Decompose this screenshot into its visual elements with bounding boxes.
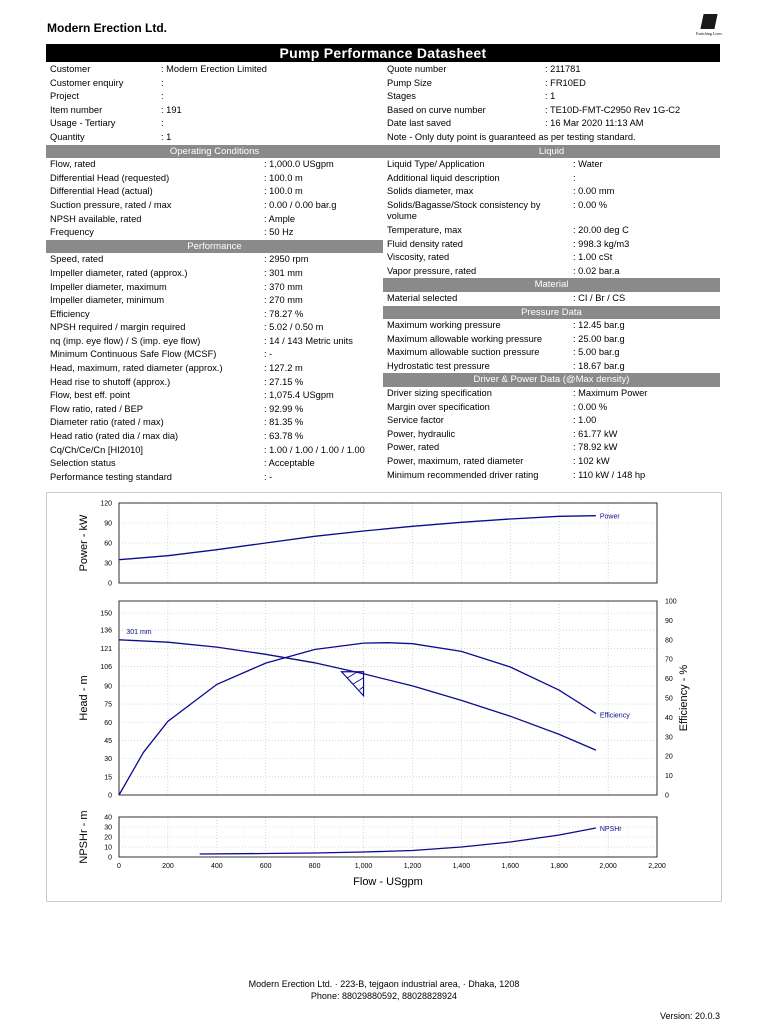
performance-label: Flow, best eff. point xyxy=(50,390,130,401)
right-column xyxy=(383,63,720,482)
pressure-value: : 12.45 bar.g xyxy=(573,320,625,331)
y-tick-label: 30 xyxy=(104,756,112,764)
curves-svg xyxy=(47,493,721,901)
liquid-value: : Water xyxy=(573,159,603,170)
pressure-data-section-header: Pressure Data xyxy=(383,306,720,320)
pressure-row xyxy=(383,346,720,360)
quote-label: Stages xyxy=(387,91,416,102)
quote-value: : 211781 xyxy=(545,64,581,74)
performance-value: : 14 / 143 Metric units xyxy=(264,335,353,346)
quote-value: : TE10D-FMT-C2950 Rev 1G-C2 xyxy=(545,104,681,115)
performance-curves xyxy=(46,492,722,902)
left-column xyxy=(46,63,383,484)
liquid-row xyxy=(383,224,720,238)
x-tick-label: 1,800 xyxy=(550,863,568,870)
x-tick-label: 1,000 xyxy=(354,863,373,870)
pressure-row xyxy=(383,360,720,374)
version-label: Version: 20.0.3 xyxy=(659,1011,720,1021)
operating-value: : 1,000.0 USgpm xyxy=(264,159,334,170)
liquid-label: Temperature, max xyxy=(387,224,462,235)
performance-value: : 1.00 / 1.00 / 1.00 / 1.00 xyxy=(264,444,365,455)
footer-address: Modern Erection Ltd. · 223-B, tejgaon industrial area, · Dhaka, 1208 xyxy=(248,979,520,989)
performance-row xyxy=(46,281,383,295)
info-label: Quantity xyxy=(50,131,85,142)
performance-value: : 27.15 % xyxy=(264,376,304,387)
y-tick-label: 60 xyxy=(104,719,112,727)
info-label: Item number xyxy=(50,104,103,115)
y-tick-label: 0 xyxy=(108,580,112,588)
info-row xyxy=(46,104,383,118)
performance-row xyxy=(46,362,383,376)
pressure-label: Maximum allowable suction pressure xyxy=(387,347,540,358)
performance-row xyxy=(46,253,383,267)
y-tick-label: 150 xyxy=(100,610,112,618)
pressure-value: : 25.00 bar.g xyxy=(573,333,625,344)
series-line xyxy=(119,643,596,795)
y2-tick-label: 60 xyxy=(665,676,673,684)
y-tick-label: 15 xyxy=(104,774,112,782)
y-tick-label: 121 xyxy=(100,645,112,653)
operating-value: : 100.0 m xyxy=(264,186,303,197)
liquid-row xyxy=(383,158,720,172)
operating-value: : 100.0 m xyxy=(264,172,303,183)
performance-row xyxy=(46,267,383,281)
performance-row xyxy=(46,430,383,444)
info-label: Customer xyxy=(50,64,91,74)
company-name: Modern Erection Ltd. xyxy=(47,21,167,35)
info-row xyxy=(46,117,383,131)
performance-row xyxy=(46,457,383,471)
performance-value: : 127.2 m xyxy=(264,363,303,374)
driver-row xyxy=(383,441,720,455)
operating-label: Frequency xyxy=(50,227,94,238)
x-tick-label: 1,600 xyxy=(501,863,520,870)
impeller-label: 301 mm xyxy=(126,628,152,636)
driver-row xyxy=(383,469,720,483)
material-section-header: Material xyxy=(383,278,720,292)
x-tick-label: 1,400 xyxy=(452,863,471,870)
liquid-value: : 20.00 deg C xyxy=(573,224,629,235)
quote-row xyxy=(383,77,720,91)
driver-value: : 110 kW / 148 hp xyxy=(573,469,646,480)
x-tick-label: 2,200 xyxy=(648,863,666,870)
y-tick-label: 10 xyxy=(104,844,112,852)
driver-label: Service factor xyxy=(387,415,444,426)
pressure-label: Maximum allowable working pressure xyxy=(387,333,543,344)
liquid-label: Vapor pressure, rated xyxy=(387,265,477,276)
y-tick-label: 45 xyxy=(104,737,112,745)
info-value: : xyxy=(161,118,164,129)
driver-value: : Maximum Power xyxy=(573,388,648,399)
info-row xyxy=(46,63,383,77)
guarantee-note xyxy=(383,131,720,145)
info-row xyxy=(46,131,383,145)
liquid-label: Solids/Bagasse/Stock consistency by volume xyxy=(387,199,541,221)
driver-value: : 78.92 kW xyxy=(573,442,618,453)
operating-value: : Ample xyxy=(264,213,296,224)
y2-tick-label: 70 xyxy=(665,656,673,664)
x-axis-label: Flow - USgpm xyxy=(353,876,423,888)
operating-label: Flow, rated xyxy=(50,159,96,170)
performance-value: : - xyxy=(264,471,273,482)
pressure-row xyxy=(383,333,720,347)
driver-value: : 0.00 % xyxy=(573,401,608,412)
driver-value: : 1.00 xyxy=(573,415,597,426)
driver-row xyxy=(383,428,720,442)
performance-value: : 2950 rpm xyxy=(264,254,309,265)
driver-label: Minimum recommended driver rating xyxy=(387,469,539,480)
performance-row xyxy=(46,403,383,417)
operating-value: : 50 Hz xyxy=(264,227,294,238)
performance-label: Minimum Continuous Safe Flow (MCSF) xyxy=(50,349,217,360)
liquid-value: : xyxy=(573,172,576,183)
performance-value: : 1,075.4 USgpm xyxy=(264,390,334,401)
liquid-label: Additional liquid description xyxy=(387,172,500,183)
liquid-label: Fluid density rated xyxy=(387,238,463,249)
logo-caption: Enriching Lives xyxy=(696,31,722,36)
liquid-row xyxy=(383,251,720,265)
driver-row xyxy=(383,387,720,401)
performance-row xyxy=(46,321,383,335)
footer-phone: Phone: 88029880592, 88028828924 xyxy=(310,991,458,1001)
x-tick-label: 600 xyxy=(259,863,272,870)
x-tick-label: 800 xyxy=(308,863,321,870)
performance-label: Cq/Ch/Ce/Cn [HI2010] xyxy=(50,444,144,455)
liquid-value: : 0.02 bar.a xyxy=(573,265,620,276)
operating-label: NPSH available, rated xyxy=(50,213,142,224)
performance-value: : 81.35 % xyxy=(264,417,304,428)
info-value: : 1 xyxy=(161,131,172,142)
y-tick-label: 106 xyxy=(100,663,112,671)
performance-value: : 78.27 % xyxy=(264,308,304,319)
operating-row xyxy=(46,172,383,186)
driver-label: Margin over specification xyxy=(387,401,490,412)
driver-label: Power, rated xyxy=(387,442,440,453)
performance-row xyxy=(46,389,383,403)
performance-row xyxy=(46,376,383,390)
pressure-label: Maximum working pressure xyxy=(387,320,501,331)
info-value: : 191 xyxy=(161,104,182,115)
y2-tick-label: 50 xyxy=(665,695,673,703)
performance-label: Head, maximum, rated diameter (approx.) xyxy=(50,363,223,374)
liquid-label: Solids diameter, max xyxy=(387,186,474,197)
performance-label: NPSH required / margin required xyxy=(50,322,186,333)
y-tick-label: 30 xyxy=(104,824,112,832)
operating-label: Differential Head (actual) xyxy=(50,186,153,197)
driver-row xyxy=(383,401,720,415)
operating-row xyxy=(46,213,383,227)
y2-tick-label: 0 xyxy=(665,792,669,800)
quote-row xyxy=(383,117,720,131)
performance-label: Impeller diameter, rated (approx.) xyxy=(50,267,188,278)
liquid-value: : 0.00 mm xyxy=(573,186,615,197)
performance-value: : Acceptable xyxy=(264,458,315,469)
operating-row xyxy=(46,158,383,172)
quote-value: : 16 Mar 2020 11:13 AM xyxy=(545,118,644,129)
performance-row xyxy=(46,335,383,349)
y2-tick-label: 20 xyxy=(665,753,673,761)
liquid-value: : 1.00 cSt xyxy=(573,252,613,263)
performance-row xyxy=(46,444,383,458)
info-row xyxy=(46,90,383,104)
series-label: Efficiency xyxy=(599,712,630,720)
performance-value: : - xyxy=(264,349,273,360)
operating-row xyxy=(46,199,383,213)
liquid-row xyxy=(383,265,720,279)
x-tick-label: 1,200 xyxy=(403,863,422,870)
pressure-value: : 18.67 bar.g xyxy=(573,360,625,371)
x-tick-label: 200 xyxy=(162,863,174,870)
liquid-row xyxy=(383,199,720,224)
performance-row xyxy=(46,471,383,485)
material-row xyxy=(383,292,720,306)
material-label: Material selected xyxy=(387,292,458,303)
operating-value: : 0.00 / 0.00 bar.g xyxy=(264,199,337,210)
performance-label: Flow ratio, rated / BEP xyxy=(50,403,144,414)
operating-row xyxy=(46,185,383,199)
guarantee-note-text: Note - Only duty point is guaranteed as per testing standard. xyxy=(387,131,636,142)
performance-label: Diameter ratio (rated / max) xyxy=(50,417,164,428)
y2-tick-label: 90 xyxy=(665,617,673,625)
info-label: Usage - Tertiary xyxy=(50,118,116,129)
info-value: : xyxy=(161,77,164,88)
performance-section-header: Performance xyxy=(46,240,383,254)
info-label: Project xyxy=(50,91,79,102)
liquid-value: : 998.3 kg/m3 xyxy=(573,238,630,249)
x-tick-label: 400 xyxy=(210,863,223,870)
info-value: : Modern Erection Limited xyxy=(161,64,267,74)
performance-label: Impeller diameter, minimum xyxy=(50,295,165,306)
x-tick-label: 2,000 xyxy=(599,863,617,870)
pressure-label: Hydrostatic test pressure xyxy=(387,360,490,371)
datasheet-title: Pump Performance Datasheet xyxy=(46,44,720,62)
operating-label: Suction pressure, rated / max xyxy=(50,199,172,210)
pressure-row xyxy=(383,319,720,333)
y-axis-label: Power - kW xyxy=(78,514,90,572)
performance-label: Head rise to shutoff (approx.) xyxy=(50,376,171,387)
operating-label: Differential Head (requested) xyxy=(50,172,170,183)
driver-label: Driver sizing specification xyxy=(387,388,492,399)
driver-label: Power, hydraulic xyxy=(387,428,456,439)
y-tick-label: 120 xyxy=(100,500,112,508)
liquid-section-header: Liquid xyxy=(383,145,720,159)
series-label: NPSHr xyxy=(599,826,622,833)
quote-label: Date last saved xyxy=(387,118,452,129)
y-tick-label: 136 xyxy=(100,627,112,635)
y-axis-label: Head - m xyxy=(78,675,90,721)
performance-label: Impeller diameter, maximum xyxy=(50,281,167,292)
x-tick-label: 0 xyxy=(117,863,121,870)
liquid-row xyxy=(383,185,720,199)
driver-row xyxy=(383,414,720,428)
driver-row xyxy=(383,455,720,469)
material-value: : CI / Br / CS xyxy=(573,292,626,303)
performance-value: : 92.99 % xyxy=(264,403,304,414)
performance-label: Performance testing standard xyxy=(50,471,172,482)
performance-row xyxy=(46,294,383,308)
series-line xyxy=(119,640,596,750)
y-tick-label: 90 xyxy=(104,683,112,691)
liquid-row xyxy=(383,172,720,186)
performance-row xyxy=(46,348,383,362)
operating-conditions-section-header: Operating Conditions xyxy=(46,145,383,159)
y2-tick-label: 30 xyxy=(665,734,673,742)
info-row xyxy=(46,77,383,91)
y-tick-label: 90 xyxy=(104,520,112,528)
duty-point-marker xyxy=(342,672,364,696)
series-label: Power xyxy=(599,513,620,521)
info-label: Customer enquiry xyxy=(50,77,124,88)
liquid-row xyxy=(383,238,720,252)
performance-value: : 5.02 / 0.50 m xyxy=(264,322,324,333)
quote-value: : 1 xyxy=(545,91,556,102)
plot-frame xyxy=(119,503,657,583)
quote-label: Based on curve number xyxy=(387,104,486,115)
quote-label: Quote number xyxy=(387,64,447,74)
performance-label: Head ratio (rated dia / max dia) xyxy=(50,431,179,442)
performance-row xyxy=(46,308,383,322)
performance-label: Efficiency xyxy=(50,308,90,319)
y-tick-label: 60 xyxy=(104,540,112,548)
y-tick-label: 30 xyxy=(104,560,112,568)
quote-row xyxy=(383,63,720,77)
pressure-value: : 5.00 bar.g xyxy=(573,347,620,358)
y2-tick-label: 100 xyxy=(665,598,677,606)
performance-value: : 301 mm xyxy=(264,267,303,278)
driver-value: : 61.77 kW xyxy=(573,428,618,439)
performance-value: : 370 mm xyxy=(264,281,303,292)
info-value: : xyxy=(161,91,164,102)
performance-label: Selection status xyxy=(50,458,116,469)
performance-label: Speed, rated xyxy=(50,254,104,265)
liquid-value: : 0.00 % xyxy=(573,199,608,210)
performance-row xyxy=(46,416,383,430)
driver-power-section-header: Driver & Power Data (@Max density) xyxy=(383,373,720,387)
series-line xyxy=(200,828,596,854)
y2-axis-label: Efficiency - % xyxy=(678,664,690,732)
y-tick-label: 0 xyxy=(108,792,112,800)
operating-row xyxy=(46,226,383,240)
brand-logo xyxy=(696,14,722,40)
quote-row xyxy=(383,90,720,104)
quote-value: : FR10ED xyxy=(545,77,586,88)
y-tick-label: 0 xyxy=(108,854,112,862)
performance-value: : 270 mm xyxy=(264,295,303,306)
logo-mark xyxy=(700,14,717,29)
y2-tick-label: 10 xyxy=(665,773,673,781)
y2-tick-label: 80 xyxy=(665,637,673,645)
y-tick-label: 20 xyxy=(104,834,112,842)
performance-label: nq (imp. eye flow) / S (imp. eye flow) xyxy=(50,335,201,346)
y-tick-label: 75 xyxy=(104,701,112,709)
driver-label: Power, maximum, rated diameter xyxy=(387,456,524,467)
series-line xyxy=(119,516,596,560)
quote-row xyxy=(383,104,720,118)
driver-value: : 102 kW xyxy=(573,456,610,467)
liquid-label: Viscosity, rated xyxy=(387,252,450,263)
performance-value: : 63.78 % xyxy=(264,431,304,442)
y-axis-label: NPSHr - m xyxy=(78,810,90,864)
quote-label: Pump Size xyxy=(387,77,432,88)
liquid-label: Liquid Type/ Application xyxy=(387,159,485,170)
y2-tick-label: 40 xyxy=(665,714,673,722)
y-tick-label: 40 xyxy=(104,814,112,822)
